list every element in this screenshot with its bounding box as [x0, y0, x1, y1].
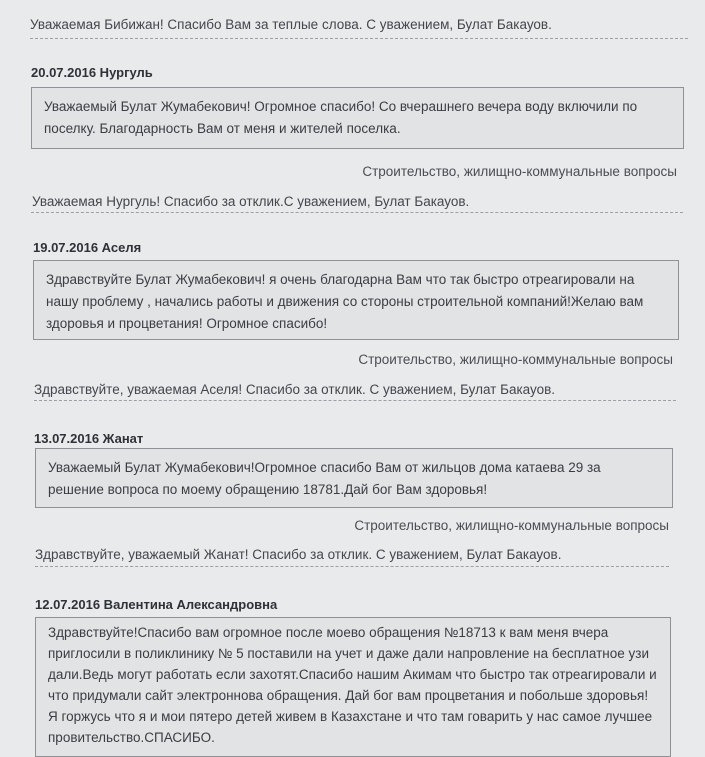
message-box: Здравствуйте!Спасибо вам огромное после моево обращения №18713 к вам меня вчера приглосили в поликлинику № 5 поставили на учет и даже дали напровление на бесплатное узи дали.Ведь могут работать если захотят.Спасибо нашим Акимам что быстро так отреагировали и что придумали сайт электроннова обращения. Дай бог вам процветания и побольше здоровья! Я горжусь что я и мои пятеро детей живем в Казахстане и что там говарить у нас самое лучшее провительство.СПАСИБО. [35, 617, 671, 757]
reply-text: Здравствуйте, уважаемая Аселя! Спасибо за отклик. С уважением, Булат Бакауов. [34, 382, 556, 397]
message-box: Здравствуйте Булат Жумабекович! я очень благодарна Вам что так быстро отреагировали на нашу проблему , начались работы и движения со стороны строительной компаний!Желаю вам здоровья и процветания! Огромное спасибо! [33, 260, 679, 340]
divider [31, 212, 683, 213]
divider [35, 566, 669, 567]
reply-text: Здравствуйте, уважаемый Жанат! Спасибо за отклик. С уважением, Булат Бакауов. [35, 547, 562, 562]
category-link[interactable]: Строительство, жилищно-коммунальные вопросы [354, 518, 669, 533]
divider [30, 38, 688, 39]
divider [34, 400, 676, 401]
category-link[interactable]: Строительство, жилищно-коммунальные вопросы [362, 164, 677, 179]
category-link[interactable]: Строительство, жилищно-коммунальные вопросы [358, 352, 673, 367]
message-box: Уважаемый Булат Жумабекович! Огромное спасибо! Со вчерашнего вечера воду включили по поселку. Благодарность Вам от меня и жителей поселка. [31, 87, 684, 149]
entry-header: 12.07.2016 Валентина Александровна [35, 597, 278, 612]
entry-header: 20.07.2016 Нургуль [31, 65, 153, 80]
reply-text: Уважаемая Нургуль! Спасибо за отклик.С уважением, Булат Бакауов. [32, 194, 470, 209]
entry-header: 19.07.2016 Аселя [33, 240, 142, 255]
entry-header: 13.07.2016 Жанат [34, 431, 144, 446]
message-box: Уважаемый Булат Жумабекович!Огромное спасибо Вам от жильцов дома катаева 29 за решение вопроса по моему обращению 18781.Дай бог Вам здоровья! [35, 448, 673, 508]
reply-text: Уважаемая Бибижан! Спасибо Вам за теплые слова. С уважением, Булат Бакауов. [30, 17, 552, 32]
